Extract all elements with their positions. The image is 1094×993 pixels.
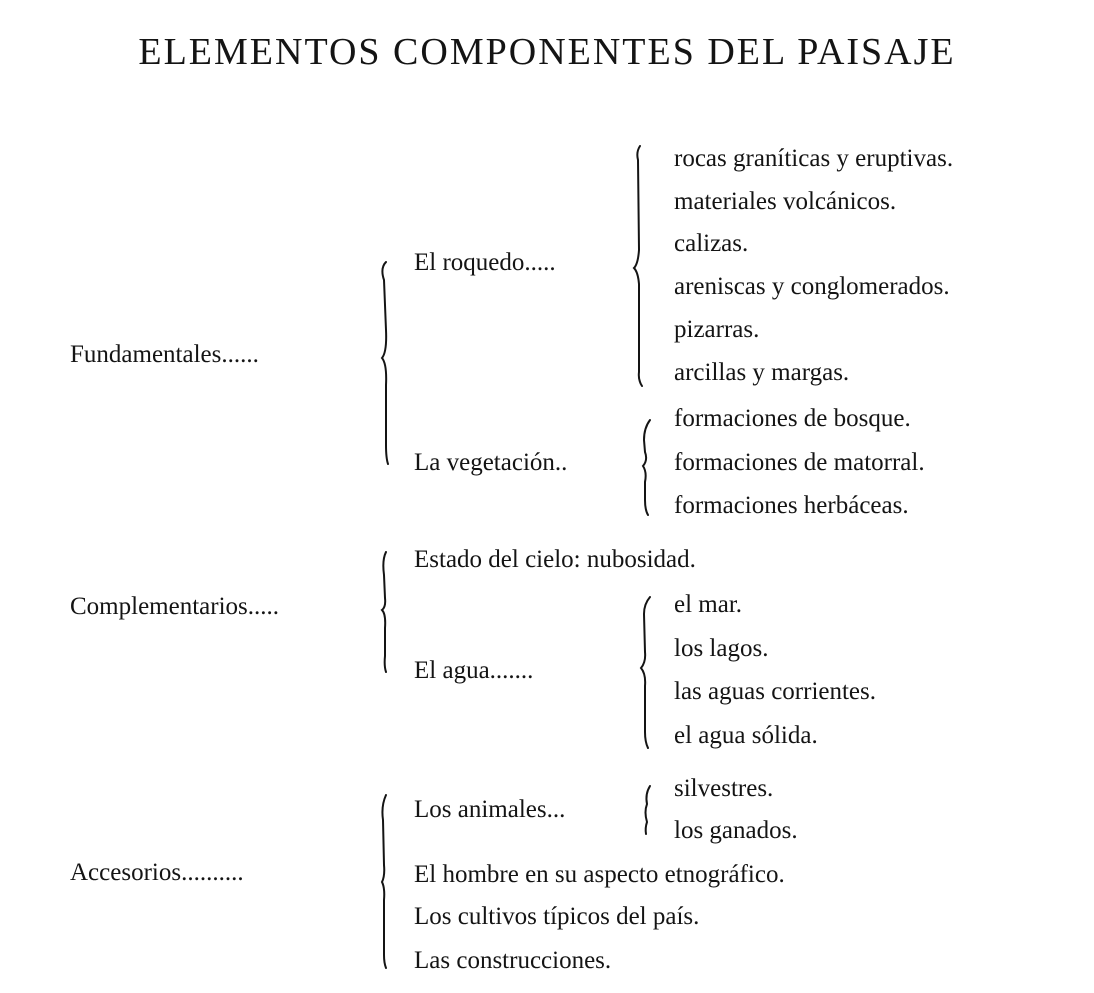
label-roquedo: El roquedo.....: [414, 249, 556, 276]
label-agua: El agua.......: [414, 657, 534, 684]
list-item-agua: los lagos.: [674, 635, 769, 662]
page-title: ELEMENTOS COMPONENTES DEL PAISAJE: [138, 31, 956, 73]
list-item-agua: el agua sólida.: [674, 722, 818, 749]
label-animales: Los animales...: [414, 796, 566, 823]
list-item-accesorio: Las construcciones.: [414, 947, 612, 974]
list-item-agua: el mar.: [674, 591, 743, 618]
list-item-animales: silvestres.: [674, 775, 774, 802]
list-item-accesorio: Los cultivos típicos del país.: [414, 903, 700, 930]
list-item-accesorio: El hombre en su aspecto etnográfico.: [414, 861, 785, 888]
label-vegetacion: La vegetación..: [414, 449, 568, 476]
list-item-roca: rocas graníticas y eruptivas.: [674, 145, 954, 172]
list-item-roca: pizarras.: [674, 316, 760, 343]
list-item-vegetacion: formaciones de bosque.: [674, 405, 911, 432]
label-cielo: Estado del cielo: nubosidad.: [414, 546, 696, 573]
brace-agua: [641, 597, 650, 748]
list-item-vegetacion: formaciones herbáceas.: [674, 492, 909, 519]
label-complementarios: Complementarios.....: [70, 593, 279, 620]
list-item-agua: las aguas corrientes.: [674, 678, 877, 705]
brace-complementarios: [382, 552, 386, 672]
label-accesorios: Accesorios..........: [70, 859, 244, 886]
label-fundamentales: Fundamentales......: [70, 341, 259, 368]
brace-vegetacion: [643, 420, 650, 515]
list-item-animales: los ganados.: [674, 817, 798, 844]
brace-fundamentales: [382, 262, 388, 464]
list-item-roca: areniscas y conglomerados.: [674, 273, 950, 300]
brace-roquedo: [634, 146, 642, 386]
list-item-roca: materiales volcánicos.: [674, 188, 897, 215]
list-item-roca: arcillas y margas.: [674, 359, 850, 386]
list-item-roca: calizas.: [674, 230, 749, 257]
brace-accesorios: [382, 795, 386, 968]
list-item-vegetacion: formaciones de matorral.: [674, 449, 925, 476]
brace-animales: [646, 786, 651, 834]
